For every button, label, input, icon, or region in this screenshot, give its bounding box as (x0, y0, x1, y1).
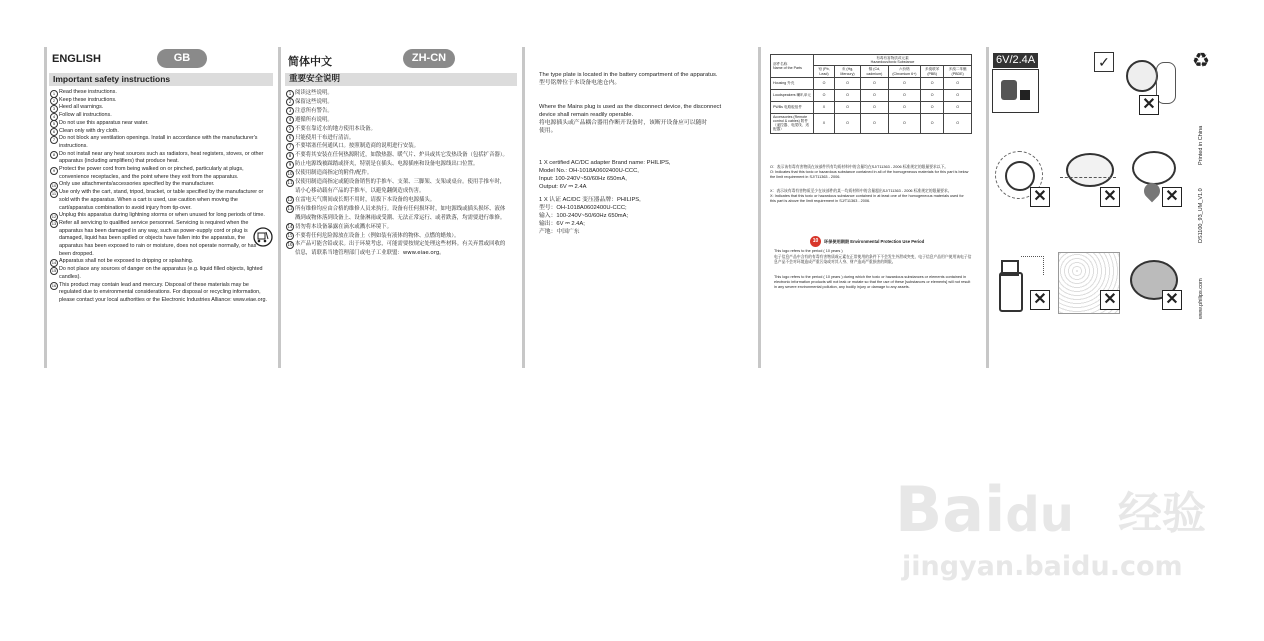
epup-cn: 电子信息产品中含有的有毒有害物质或元素在正常使用的条件下不会发生外泄或突变，电子信息产品用户使用该电子信息产品不会对环境造成严重污染或对其人身、财产造成严重损害的期限。 (774, 255, 972, 264)
instruction-item (286, 205, 508, 223)
baidu-watermark (895, 473, 1074, 547)
hazard-part-name: Loudspeakers 喇叭单元 (771, 89, 814, 101)
instruction-text: 本产品可能含铅或汞。出于环境考虑，可能需要按规定处理这些材料。有关弃置或回收的信息，请联系当地管理部门或电子工业联盟：www.eiae.org。 (295, 241, 506, 257)
disconnect-device-text (539, 103, 721, 135)
hazard-cell: O (944, 77, 972, 89)
info-line: device shall remain readily operable. (539, 112, 634, 118)
chinese-badge: ZH-CN (403, 49, 455, 68)
hazard-cell: O (888, 101, 920, 113)
instruction-text: 所有维修均应由合格的维修人员来执行。设备有任何损坏时，如电源线或插头损坏、液体溅到或物体落到设备上、设备淋雨或受潮、无法正常运行、或者跌落，均需要进行维修。 (295, 205, 506, 221)
info-line: The type plate is located in the battery compartment of the apparatus. (539, 72, 718, 78)
hazard-cell: O (834, 77, 860, 89)
instruction-item (50, 181, 268, 189)
instruction-number: 4 (286, 116, 294, 124)
instruction-number: 9 (286, 161, 294, 169)
hazard-cell: O (944, 89, 972, 101)
hazard-table (770, 54, 972, 134)
hazard-cell: O (861, 89, 889, 101)
instruction-number: 3 (286, 107, 294, 115)
instruction-text: Protect the power cord from being walked on or pinched, particularly at plugs, convenience receptacles, and the point where they exit from the apparatus. (59, 166, 244, 180)
instruction-number: 15 (287, 233, 293, 238)
hazard-panel (758, 47, 984, 368)
instruction-number: 3 (50, 105, 58, 113)
chinese-divider (278, 47, 281, 368)
instruction-item (286, 151, 508, 160)
epup-title: 环保使用期限 Environmental Protection Use Period (824, 239, 925, 244)
instruction-number: 10 (51, 182, 57, 188)
hazard-row (771, 113, 972, 133)
instruction-number: 8 (286, 152, 294, 160)
hazard-column-header: 镉 (Cd, cadmium) (861, 66, 889, 77)
instruction-item (50, 97, 268, 105)
hazard-column-header: 多溴联苯 (PBB) (921, 66, 944, 77)
hazard-row (771, 77, 972, 89)
instruction-item (286, 116, 508, 125)
hazard-title (814, 55, 972, 66)
info-line: 1 X certified AC/DC adapter Brand name: PHILIPS, (539, 160, 671, 166)
instruction-text: Heed all warnings. (59, 104, 104, 111)
hazard-cell: O (888, 77, 920, 89)
hazard-cell: O (888, 89, 920, 101)
info-line: Model No.: OH-1018A0602400U-CCC, (539, 168, 639, 174)
hazard-part-name: Accessories (Remote control & cables) 附件（遥控器、电缆线、适配器） (771, 113, 814, 133)
note-o-en: O: Indicates that this toxic or hazardous substance contained in all of the homogeneous materials for this part is below the limit requirement in SJ/T11363 - 2006. (770, 170, 969, 179)
instruction-number: 15 (51, 267, 57, 273)
instruction-number: 16 (51, 283, 57, 289)
hazard-cell: O (921, 77, 944, 89)
prohibited-7-icon: ✕ (1162, 290, 1182, 310)
instruction-item (286, 125, 508, 134)
instruction-number: 13 (287, 206, 293, 212)
note-x-en: X: Indicates that this toxic or hazardous substance contained in at least one of the homogeneous materials used for this part is above the limit requirement in SJ/T11363 - 2006. (770, 194, 964, 203)
chinese-instructions-list (286, 89, 508, 258)
instruction-item (50, 112, 268, 120)
hazard-column-header: 汞 (Hg, Mercury) (834, 66, 860, 77)
info-line: 型号铭牌位于本设备电池仓内。 (539, 80, 621, 86)
instruction-number: 1 (50, 90, 58, 98)
watermark-brand: Bai (895, 473, 1006, 546)
hazard-title-en: Hazardous/toxic Substance (870, 60, 915, 65)
hazard-column-header: 六价铬(Chromium 6+) (888, 66, 920, 77)
instruction-text: This product may contain lead and mercury. Disposal of these materials may be regulated due to environmental considerations. For disposal or recycling information, please contact your local authorities or the Electronic Industries Alliance: www.eiae.org. (59, 281, 267, 303)
prohibited-6-icon: ✕ (1100, 290, 1120, 310)
info-line: Output: 6V ⎓ 2.4A (539, 184, 587, 190)
info-line: 型号：OH-1018A0602400U-CCC; (539, 205, 627, 211)
hazard-cell: O (814, 89, 835, 101)
instruction-text: Refer all servicing to qualified service personnel. Servicing is required when the apparatus has been damaged in any way, such as power-supply cord or plug is damaged, liquid has been spilled or objects have fallen into the apparatus, the apparatus has been exposed to rain or moisture, does not operate normally, or has been dropped. (59, 219, 257, 257)
hazard-cell: O (944, 113, 972, 133)
prohibited-4-icon: ✕ (1162, 187, 1182, 207)
watermark-url: jingyan.baidu.com (902, 551, 1183, 582)
instruction-number: 12 (51, 213, 57, 219)
instruction-text: 遵循所有说明。 (295, 116, 333, 123)
info-panel (522, 47, 754, 368)
instruction-item (50, 135, 268, 150)
instruction-text: 阅读这些说明。 (295, 90, 333, 96)
instruction-item (50, 266, 268, 281)
instruction-text: Unplug this apparatus during lightning storms or when unused for long periods of time. (59, 212, 265, 219)
english-badge: GB (157, 49, 207, 68)
prohibited-3-icon: ✕ (1100, 187, 1120, 207)
info-line: Input: 100-240V~50/60Hz 650mA, (539, 176, 627, 182)
hazard-part-name: Housing 外壳 (771, 77, 814, 89)
prohibited-1-icon: ✕ (1139, 95, 1159, 115)
instruction-item (286, 178, 508, 196)
english-divider (44, 47, 47, 368)
instruction-item (286, 89, 508, 98)
instruction-text: 仅使用制造商指定或随设备销售的手推车、支架、三脚架、支架或桌台。使用手推车时，请小心移动载有产品的手推车，以避免翻倒造成伤害。 (295, 179, 506, 194)
note-o-cn: O：表示该有毒有害物质在该部件所有均质材料中的含量均在SJ/T11363 - 2006 标准规定的限量要求以下。 (770, 165, 949, 169)
instruction-item (50, 282, 268, 305)
hazard-cell: O (834, 113, 860, 133)
chinese-lang-title: 简体中文 (288, 55, 332, 68)
instruction-text: Clean only with dry cloth. (59, 127, 119, 134)
instruction-text: Follow all instructions. (59, 112, 112, 119)
doc-code: DS1100_93_UM_V1.0 (1198, 188, 1204, 243)
instruction-item (286, 160, 508, 169)
instruction-number: 6 (286, 134, 294, 142)
hazard-divider (758, 47, 761, 368)
instruction-text: 只能使用干布进行清洁。 (295, 134, 355, 141)
chinese-section-title: 重要安全说明 (285, 73, 517, 86)
prohibited-2-icon: ✕ (1030, 187, 1050, 207)
instruction-text: Do not place any sources of danger on the apparatus (e.g. liquid filled objects, lighted candles). (59, 266, 263, 280)
instruction-text: Do not install near any heat sources such as radiators, heat registers, stoves, or other apparatus (including amplifiers) that produce heat. (59, 150, 264, 165)
info-line: 输出：6V ⎓ 2.4A; (539, 221, 585, 227)
instruction-item (50, 89, 268, 97)
instruction-number: 7 (286, 143, 294, 151)
icons-divider (986, 47, 989, 368)
instruction-number: 7 (50, 136, 58, 144)
instruction-number: 6 (50, 128, 58, 136)
instruction-number: 8 (50, 151, 58, 159)
icons-panel (986, 47, 1210, 368)
adapter-spec-text (539, 159, 670, 236)
instruction-item (50, 128, 268, 136)
instruction-text: 防止电源线被踩踏或挤夹，特别是在插头、电源插座和设备电源线出口位置。 (295, 161, 479, 168)
hazard-column-header: 多溴二苯醚 (PBDE) (944, 66, 972, 77)
instruction-item (50, 151, 268, 166)
instruction-item (50, 104, 268, 112)
instruction-item (286, 223, 508, 232)
instruction-text: 注意所有警告。 (295, 107, 333, 114)
hazard-cell: O (921, 113, 944, 133)
cart-warning-icon (253, 227, 273, 247)
epup-logo-icon: 10 (810, 236, 821, 247)
info-divider (522, 47, 525, 368)
instruction-item (286, 134, 508, 143)
instruction-item (286, 196, 508, 205)
hazard-note-o (770, 165, 970, 180)
instruction-item (286, 107, 508, 116)
hazard-cell: O (861, 77, 889, 89)
instruction-number: 10 (287, 170, 293, 176)
hazard-cell: X (814, 113, 835, 133)
instruction-number: 9 (50, 167, 58, 175)
instruction-text: 保留这些说明。 (295, 98, 333, 105)
hazard-part-name: PWBs 电路板组件 (771, 101, 814, 113)
hazard-note-x (770, 189, 970, 204)
instruction-item (50, 258, 268, 266)
english-panel (44, 47, 274, 368)
adapter-plug-icon (992, 69, 1039, 113)
philips-url: www.philips.com (1198, 278, 1204, 319)
instruction-text: 不要堵塞任何通风口。按照制造商的说明进行安装。 (295, 143, 419, 150)
instruction-item (286, 240, 508, 258)
instruction-text: 不要将任何危险源放在设备上（例如装有液体的物体、点燃的蜡烛）。 (295, 232, 460, 239)
instruction-text: 切勿将本设备暴露在滴水或溅水环境下。 (295, 223, 393, 230)
chinese-panel (278, 47, 518, 368)
prohibited-5-icon: ✕ (1030, 290, 1050, 310)
instruction-item (50, 220, 268, 259)
hazard-row (771, 101, 972, 113)
instruction-number: 1 (286, 90, 294, 98)
english-section-title: Important safety instructions (49, 73, 273, 86)
instruction-text: Do not block any ventilation openings. Install in accordance with the manufacturer's instructions. (59, 135, 258, 149)
hazard-cell: O (814, 77, 835, 89)
hazard-cell: O (888, 113, 920, 133)
epup-sub: This logo refers to the period ( 10 years ) (774, 249, 843, 253)
instruction-number: 5 (50, 120, 58, 128)
instruction-number: 11 (287, 179, 293, 185)
hazard-cell: O (861, 101, 889, 113)
hazard-cell: O (834, 101, 860, 113)
instruction-text: 不要将其安装在任何热源附近，如散热器、暖气片、炉具或其它发热设备（包括扩音器）。 (295, 152, 508, 159)
instruction-item (50, 189, 268, 212)
note-x-cn: X：表示该有毒有害物质至少在该部件的某一均质材料中的含量超出SJ/T11363 - 2006 标准规定的限量要求。 (770, 189, 952, 193)
instruction-number: 12 (287, 197, 293, 203)
check-ok-icon: ✓ (1094, 52, 1114, 72)
instruction-text: 仅使用制造商指定的附件/配件。 (295, 170, 373, 177)
instruction-text: 在雷电天气期间或长期不用时，请拔下本设备的电源插头。 (295, 196, 436, 203)
instruction-number: 11 (51, 190, 57, 196)
hazard-title-cn: 有毒有害物质或元素 (876, 56, 909, 60)
adapter-label: 6V/2.4A (993, 53, 1038, 68)
epup-en: This logo refers to the period ( 10 years ) during which the toxic or hazardous substances or elements contained in electronic information products will not leak or mutate so that the use of these [substances or elements] will not result in any severe environmental pollution, any bodily injury or damage to any assets. (774, 275, 971, 289)
info-line: Where the Mains plug is used as the disconnect device, the disconnect (539, 104, 722, 110)
info-line: 使用。 (539, 128, 557, 134)
type-plate-text (539, 71, 718, 87)
watermark-cn: 经验 (1118, 488, 1206, 539)
info-line: 产地：中国广东 (539, 229, 580, 235)
info-line: 将电源插头或产品耦合器用作断开设备时，该断开设备应可以随时 (539, 120, 708, 126)
watermark-paw: du (1005, 487, 1074, 543)
instruction-number: 13 (51, 221, 57, 227)
instruction-text: 不要在靠近水的地方使用本设备。 (295, 125, 376, 132)
hazard-cell: O (861, 113, 889, 133)
instruction-item (50, 212, 268, 220)
instruction-item (286, 142, 508, 151)
instruction-text: Keep these instructions. (59, 96, 117, 103)
instruction-item (286, 232, 508, 241)
instruction-item (286, 98, 508, 107)
instruction-text: Use only with the cart, stand, tripod, bracket, or table specified by the manufacturer or sold with the apparatus. When a cart is used, use caution when moving the cart/apparatus combination to avoid injury from tip-over. (59, 189, 264, 211)
instruction-text: Apparatus shall not be exposed to dripping or splashing. (59, 258, 194, 265)
recycle-icon: ♻ (1192, 50, 1210, 72)
instruction-number: 2 (50, 97, 58, 105)
hazard-column-header: 铅 (Pb, Lead) (814, 66, 835, 77)
instruction-text: Do not use this apparatus near water. (59, 119, 149, 126)
instruction-number: 16 (287, 241, 293, 247)
english-instructions-list (50, 89, 268, 305)
instruction-text: Only use attachments/accessories specified by the manufacturer. (59, 181, 215, 188)
hazard-part-header: 部件名称 Name of the Parts (771, 55, 814, 78)
instruction-number: 14 (51, 259, 57, 265)
hazard-cell: O (921, 101, 944, 113)
instruction-text: Read these instructions. (59, 89, 117, 95)
hazard-cell: O (834, 89, 860, 101)
english-lang-title: ENGLISH (52, 53, 101, 65)
instruction-number: 14 (287, 224, 293, 230)
instruction-number: 5 (286, 125, 294, 133)
instruction-item (50, 166, 268, 181)
instruction-number: 4 (50, 113, 58, 121)
info-line: 输入：100-240V~50/60Hz 650mA; (539, 213, 629, 219)
instruction-number: 2 (286, 98, 294, 106)
instruction-item (50, 120, 268, 128)
hazard-cell: X (814, 101, 835, 113)
hazard-row (771, 89, 972, 101)
hazard-cell: O (944, 101, 972, 113)
info-line: 1 X 认证 AC/DC 变压器品牌：PHILIPS, (539, 197, 641, 203)
hazard-cell: O (921, 89, 944, 101)
instruction-item (286, 169, 508, 178)
printed-in-china: Printed in China (1198, 125, 1204, 165)
